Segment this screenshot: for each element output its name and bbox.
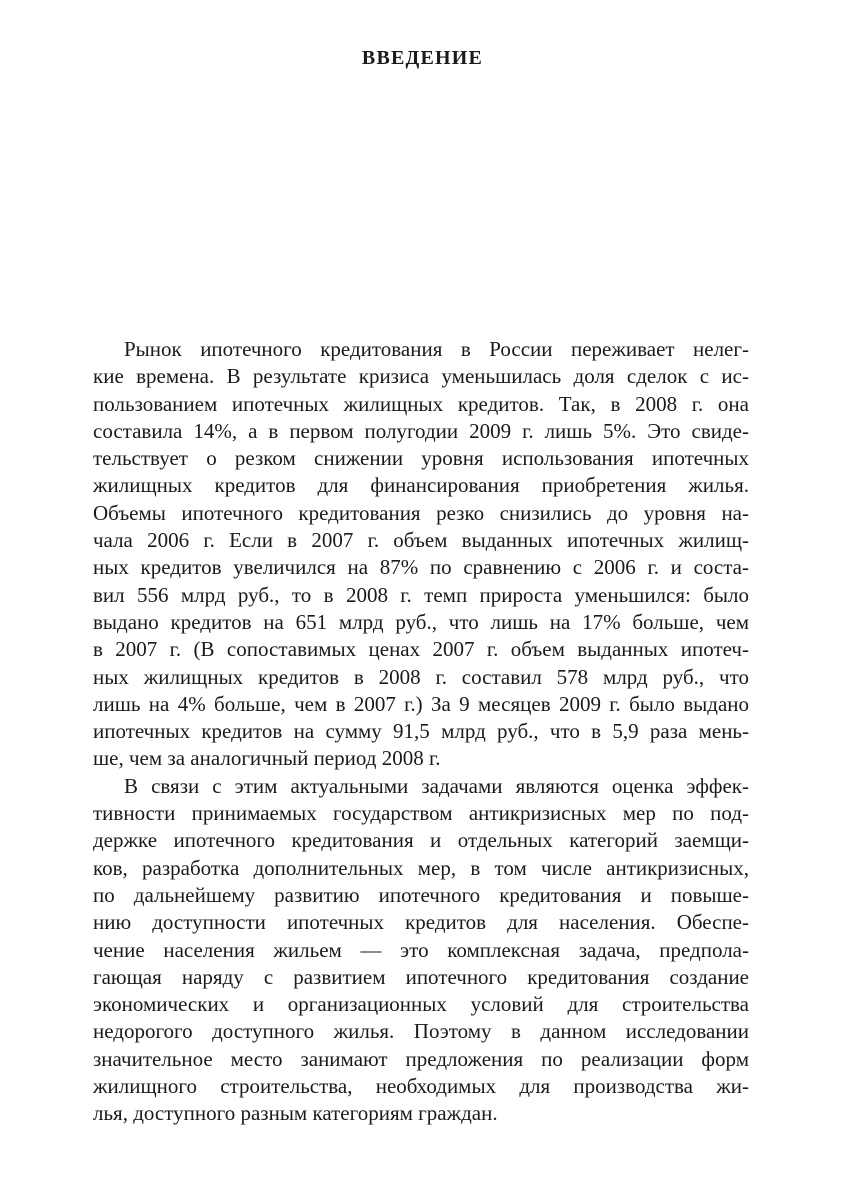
text-line: пользованием ипотечных жилищных кредитов. Так, в 2008 г. она — [93, 391, 749, 416]
text-line: лишь на 4% больше, чем в 2007 г.) За 9 месяцев 2009 г. было выдано — [93, 691, 749, 716]
body-text — [93, 336, 749, 1128]
text-line: Объемы ипотечного кредитования резко снизились до уровня на- — [93, 500, 749, 525]
text-line: вил 556 млрд руб., то в 2008 г. темп прироста уменьшился: было — [93, 582, 749, 607]
text-line: чала 2006 г. Если в 2007 г. объем выданных ипотечных жилищ- — [93, 528, 749, 553]
text-line: гающая наряду с развитием ипотечного кредитования создание — [93, 964, 749, 989]
text-line: значительное место занимают предложения по реализации форм — [93, 1046, 749, 1071]
text-line: ных жилищных кредитов в 2008 г. составил 578 млрд руб., что — [93, 664, 749, 689]
text-line: тивности принимаемых государством антикризисных мер по под- — [93, 801, 749, 826]
text-line: жилищных кредитов для финансирования приобретения жилья. — [93, 473, 749, 498]
text-line: чение населения жильем — это комплексная задача, предпола- — [93, 937, 749, 962]
text-line: в 2007 г. (В сопоставимых ценах 2007 г. объем выданных ипотеч- — [93, 637, 749, 662]
text-line: ше, чем за аналогичный период 2008 г. — [93, 746, 441, 771]
text-line: жилищного строительства, необходимых для производства жи- — [93, 1074, 749, 1099]
text-line: экономических и организационных условий для строительства — [93, 992, 749, 1017]
text-line: держке ипотечного кредитования и отдельных категорий заемщи- — [93, 828, 749, 853]
text-line: кие времена. В результате кризиса уменьшилась доля сделок с ис- — [93, 364, 749, 389]
text-line: Рынок ипотечного кредитования в России переживает нелег- — [124, 337, 749, 361]
text-line: недорогого доступного жилья. Поэтому в данном исследовании — [93, 1019, 749, 1044]
page-title: ВВЕДЕНИЕ — [361, 47, 484, 69]
text-line: по дальнейшему развитию ипотечного кредитования и повыше- — [93, 882, 749, 907]
text-line: В связи с этим актуальными задачами являются оценка эффек- — [124, 773, 749, 798]
text-line: тельствует о резком снижении уровня использования ипотечных — [93, 446, 749, 471]
text-line: ипотечных кредитов на сумму 91,5 млрд руб., что в 5,9 раза мень- — [93, 719, 749, 744]
text-line: выдано кредитов на 651 млрд руб., что лишь на 17% больше, чем — [93, 609, 749, 634]
text-line: ных кредитов увеличился на 87% по сравнению с 2006 г. и соста- — [93, 555, 749, 580]
text-line: ков, разработка дополнительных мер, в том числе антикризисных, — [93, 855, 749, 880]
text-line: составила 14%, а в первом полугодии 2009 г. лишь 5%. Это свиде- — [93, 418, 749, 443]
text-line: нию доступности ипотечных кредитов для населения. Обеспе- — [93, 910, 749, 935]
text-line: лья, доступного разным категориям граждан. — [93, 1101, 498, 1126]
